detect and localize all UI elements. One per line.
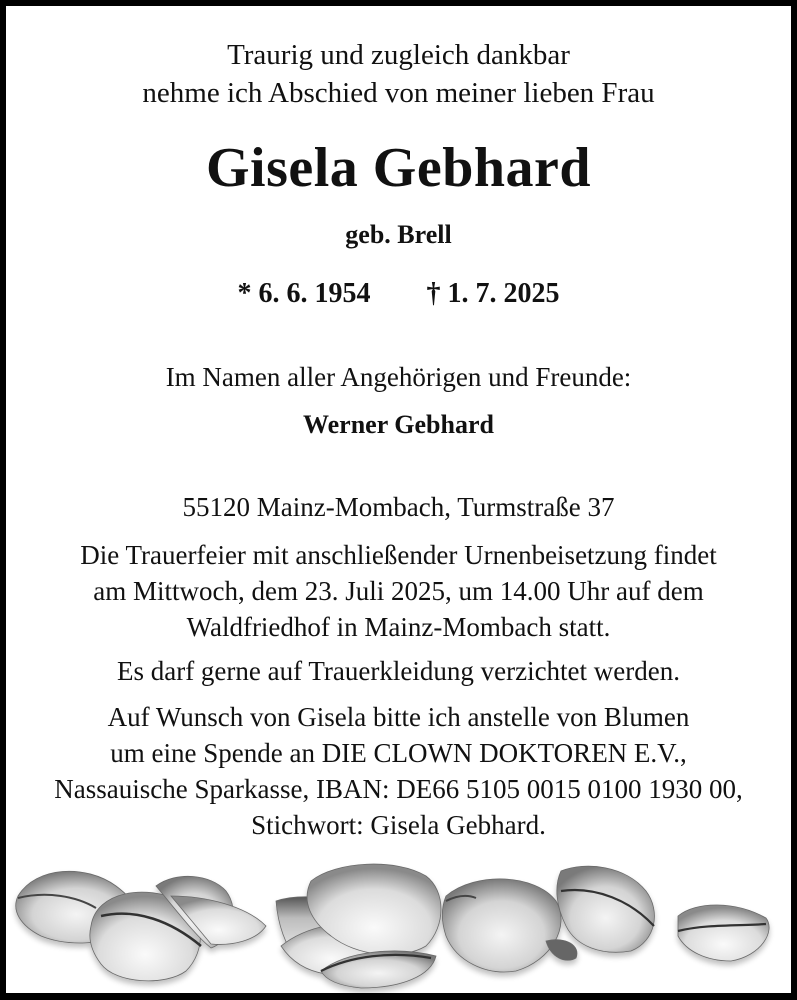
intro-line-1: Traurig und zugleich dankbar [227, 39, 570, 71]
life-dates [6, 278, 791, 310]
intro-line-2: nehme ich Abschied von meiner lieben Frau [142, 77, 655, 109]
birth-date: * 6. 6. 1954 [237, 278, 371, 309]
ceremony-line-2: am Mittwoch, dem 23. Juli 2025, um 14.00 Uhr auf dem [93, 576, 704, 606]
donation-line-3: Nassauische Sparkasse, IBAN: DE66 5105 0015 0100 1930 00, [54, 774, 743, 804]
donation-line-1: Auf Wunsch von Gisela bitte ich anstelle von Blumen [107, 702, 690, 732]
address: 55120 Mainz-Mombach, Turmstraße 37 [182, 492, 615, 522]
ceremony-line-3: Waldfriedhof in Mainz-Mombach statt. [186, 612, 611, 642]
obituary-notice [6, 6, 791, 993]
death-date: † 1. 7. 2025 [426, 278, 560, 309]
dress-note: Es darf gerne auf Trauerkleidung verzichtet werden. [116, 656, 681, 686]
rose-petals-image [6, 846, 791, 993]
mourners-intro: Im Namen aller Angehörigen und Freunde: [165, 362, 632, 392]
ceremony-line-1: Die Trauerfeier mit anschließender Urnenbeisetzung findet [80, 540, 717, 570]
donation-line-4: Stichwort: Gisela Gebhard. [251, 810, 546, 840]
donation-line-2: um eine Spende an DIE CLOWN DOKTOREN E.V., [110, 738, 687, 768]
birth-name: geb. Brell [345, 220, 452, 249]
deceased-name: Gisela Gebhard [205, 137, 592, 199]
signer-name: Werner Gebhard [303, 410, 494, 439]
